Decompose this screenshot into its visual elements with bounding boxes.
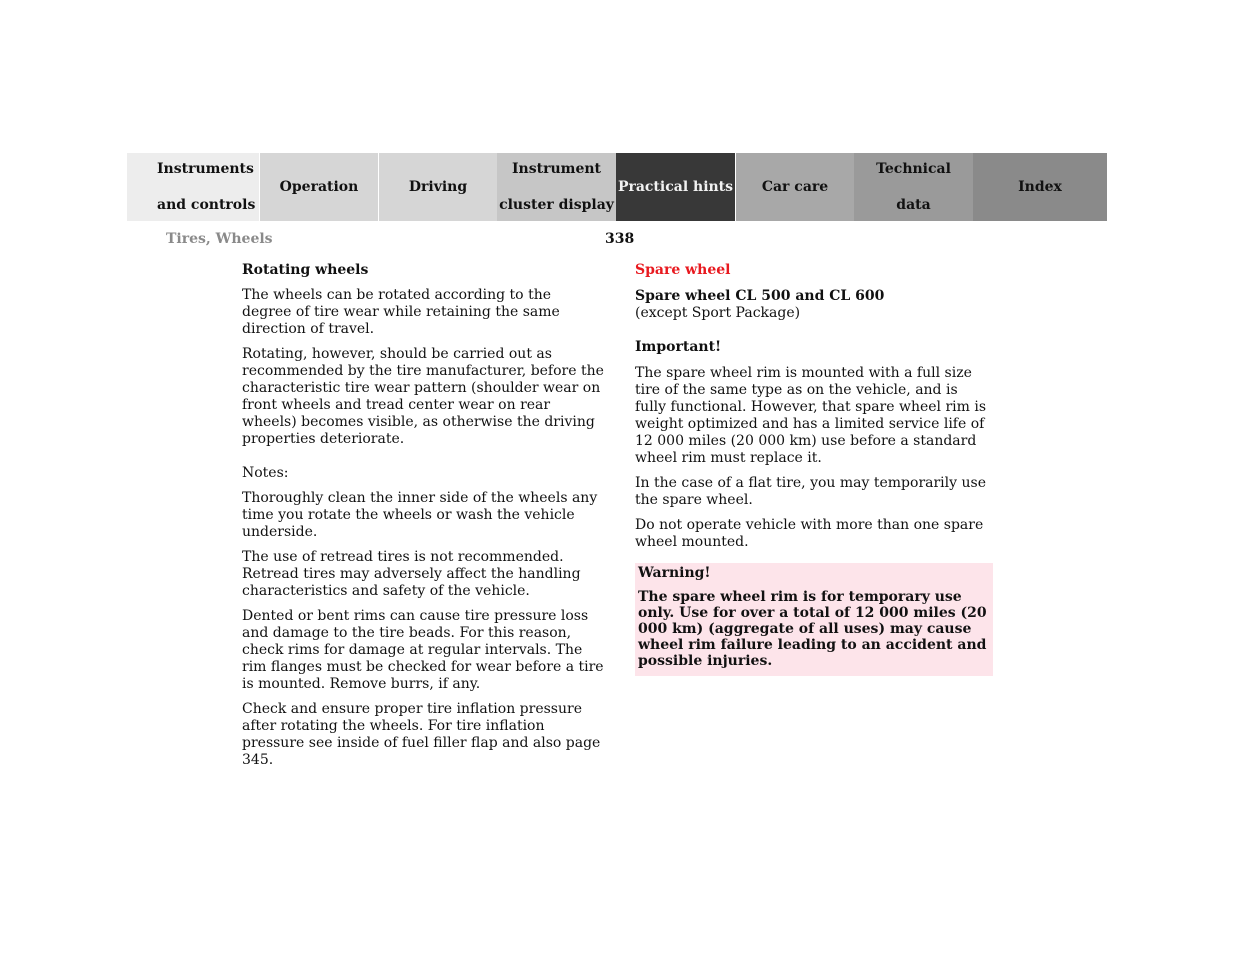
- tab-label-line2: and controls: [157, 197, 256, 213]
- tab-practical-hints[interactable]: [616, 153, 735, 221]
- spare-wheel-heading: Spare wheel: [635, 262, 731, 278]
- tab-label: Index: [1018, 179, 1062, 195]
- tab-label: Car care: [761, 179, 829, 195]
- tab-label-line2: data: [896, 197, 931, 213]
- left-column: [242, 262, 604, 769]
- paragraph: Rotating, however, should be carried out as recommended by the tire manufacturer, before the characteristic tire wear pattern (shoulder wear on front wheels and tread center wear on rear wheels) becomes visible, as otherwise the driving properties deteriorate.: [242, 346, 604, 447]
- chapter-tabs: [127, 153, 1108, 221]
- page-number: 338: [605, 231, 635, 247]
- spare-wheel-subheading: Spare wheel CL 500 and CL 600: [635, 288, 885, 304]
- tab-label-line1: Instruments: [157, 161, 254, 177]
- warning-title: Warning!: [638, 565, 711, 581]
- paragraph: The spare wheel rim is mounted with a full size tire of the same type as on the vehicle, and is fully functional. However, that spare wheel rim is weight optimized and has a limited service life of 12 000 miles (20 000 km) use before a standard wheel rim must replace it.: [635, 365, 987, 466]
- notes-label: Notes:: [242, 465, 289, 481]
- tab-driving[interactable]: [378, 153, 497, 221]
- tab-label-line2: cluster display: [499, 197, 614, 213]
- note-item: Thoroughly clean the inner side of the wheels any time you rotate the wheels or wash the vehicle underside.: [242, 490, 598, 540]
- section-title: Tires, Wheels: [166, 231, 273, 247]
- note-item: Check and ensure proper tire inflation pressure after rotating the wheels. For tire inflation pressure see inside of fuel filler flap and also page 345.: [242, 701, 601, 768]
- paragraph: The wheels can be rotated according to the degree of tire wear while retaining the same direction of travel.: [242, 287, 560, 337]
- tab-label: Practical hints: [617, 179, 734, 195]
- note-item: The use of retread tires is not recommended. Retread tires may adversely affect the handling characteristics and safety of the vehicle.: [242, 549, 581, 599]
- tab-label: Operation: [279, 179, 359, 195]
- warning-box: [635, 563, 993, 676]
- tab-instrument-cluster-display[interactable]: [497, 153, 616, 221]
- note-item: Dented or bent rims can cause tire pressure loss and damage to the tire beads. For this reason, check rims for damage at regular intervals. The rim flanges must be checked for wear before a tire is mounted. Remove burrs, if any.: [242, 608, 604, 692]
- tab-technical-data[interactable]: [854, 153, 973, 221]
- subheading-note: (except Sport Package): [635, 305, 801, 321]
- tab-label-line1: Technical: [876, 161, 951, 177]
- warning-text: The spare wheel rim is for temporary use only. Use for over a total of 12 000 miles (20 000 km) (aggregate of all uses) may cause wheel rim failure leading to an accident and possible injuries.: [638, 589, 987, 669]
- important-label: Important!: [635, 339, 722, 355]
- right-column: [635, 262, 993, 676]
- tab-car-care[interactable]: [735, 153, 854, 221]
- tab-label-line1: Instrument: [512, 161, 601, 177]
- tab-index[interactable]: [973, 153, 1107, 221]
- tab-label: Driving: [408, 179, 468, 195]
- tab-instruments-and-controls[interactable]: [127, 153, 259, 221]
- paragraph: Do not operate vehicle with more than one spare wheel mounted.: [635, 517, 984, 550]
- rotating-wheels-heading: Rotating wheels: [242, 262, 369, 278]
- paragraph: In the case of a flat tire, you may temporarily use the spare wheel.: [635, 475, 986, 508]
- tab-operation[interactable]: [259, 153, 378, 221]
